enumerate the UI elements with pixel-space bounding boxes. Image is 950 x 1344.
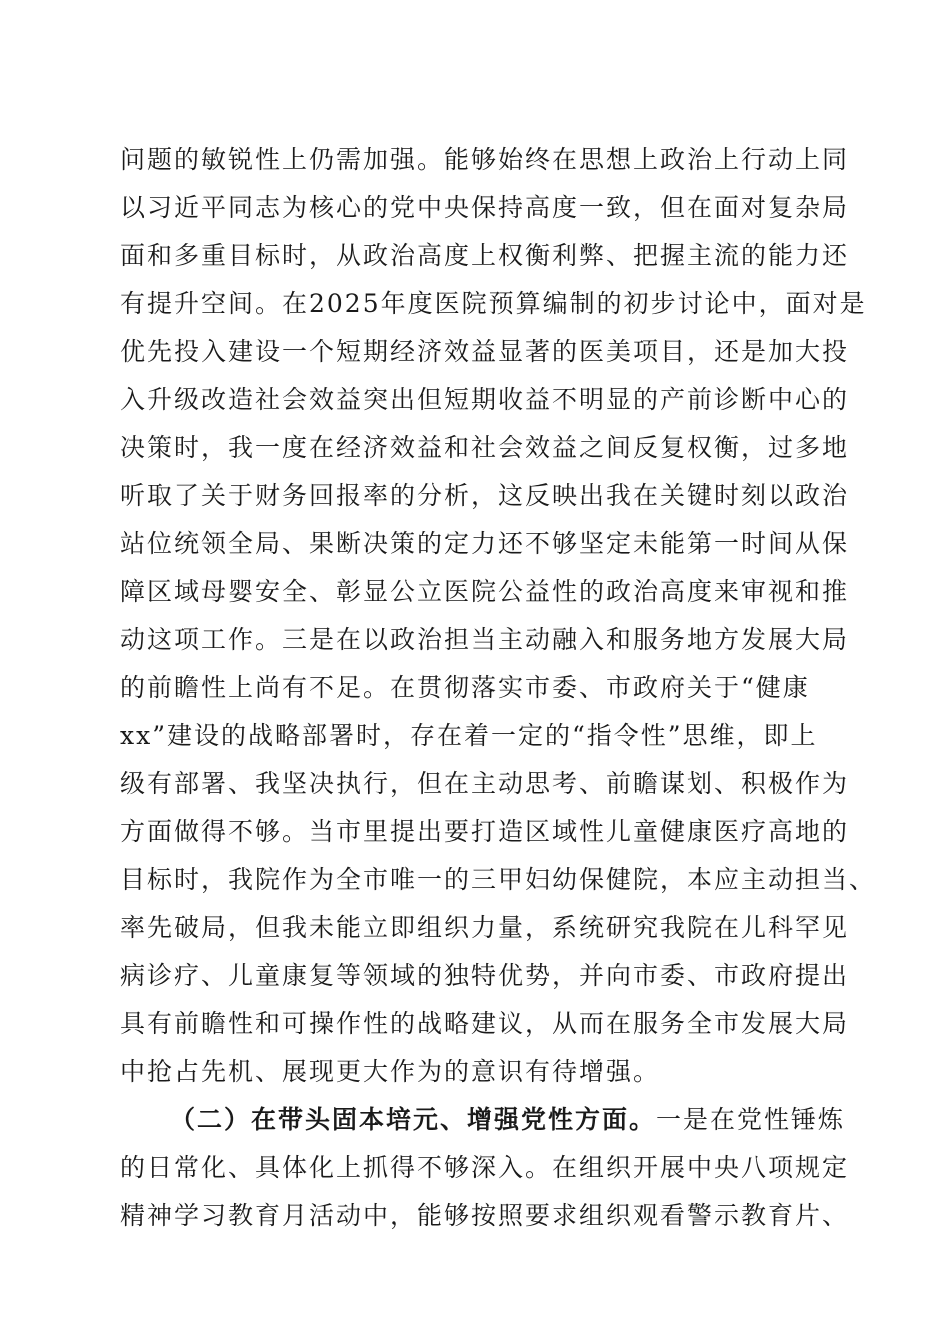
body-text-line: 决策时，我一度在经济效益和社会效益之间反复权衡，过多地 bbox=[120, 433, 850, 462]
body-text-line: 的日常化、具体化上抓得不够深入。在组织开展中央八项规定 bbox=[120, 1153, 850, 1182]
body-text-line: xx”建设的战略部署时，存在着一定的“指令性”思维，即上 bbox=[120, 721, 818, 750]
body-text-line: 精神学习教育月活动中，能够按照要求组织观看警示教育片、 bbox=[120, 1201, 850, 1230]
section-2-first-line-text: 一是在党性锤炼 bbox=[656, 1105, 846, 1134]
body-text-line: 率先破局，但我未能立即组织力量，系统研究我院在儿科罕见 bbox=[120, 913, 850, 942]
body-text-line: 优先投入建设一个短期经济效益显著的医美项目，还是加大投 bbox=[120, 337, 850, 366]
body-text-line: 目标时，我院作为全市唯一的三甲妇幼保健院，本应主动担当、 bbox=[120, 865, 877, 894]
body-text-line: 具有前瞻性和可操作性的战略建议，从而在服务全市发展大局 bbox=[120, 1009, 850, 1038]
body-text-line: 以习近平同志为核心的党中央保持高度一致，但在面对复杂局 bbox=[120, 193, 850, 222]
body-text-line: 站位统领全局、果断决策的定力还不够坚定未能第一时间从保 bbox=[120, 529, 850, 558]
body-text-line: 障区域母婴安全、彰显公立医院公益性的政治高度来审视和推 bbox=[120, 577, 850, 606]
body-text-line: 问题的敏锐性上仍需加强。能够始终在思想上政治上行动上同 bbox=[120, 145, 850, 174]
section-2-heading: （二）在带头固本培元、增强党性方面。 bbox=[170, 1105, 657, 1134]
body-text-line: 的前瞻性上尚有不足。在贯彻落实市委、市政府关于“健康 bbox=[120, 673, 810, 702]
body-text-line: 有提升空间。在2025年度医院预算编制的初步讨论中，面对是 bbox=[120, 289, 867, 318]
body-text-line: 病诊疗、儿童康复等领域的独特优势，并向市委、市政府提出 bbox=[120, 961, 850, 990]
body-text-line: 面和多重目标时，从政治高度上权衡利弊、把握主流的能力还 bbox=[120, 241, 850, 270]
body-text-line: 级有部署、我坚决执行，但在主动思考、前瞻谋划、积极作为 bbox=[120, 769, 850, 798]
body-text-line: 中抢占先机、展现更大作为的意识有待增强。 bbox=[120, 1057, 661, 1086]
body-text-line: 听取了关于财务回报率的分析，这反映出我在关键时刻以政治 bbox=[120, 481, 850, 510]
section-2-first-line bbox=[170, 1102, 846, 1138]
body-text-line: 方面做得不够。当市里提出要打造区域性儿童健康医疗高地的 bbox=[120, 817, 850, 846]
body-text-line: 入升级改造社会效益突出但短期收益不明显的产前诊断中心的 bbox=[120, 385, 850, 414]
body-text-line: 动这项工作。三是在以政治担当主动融入和服务地方发展大局 bbox=[120, 625, 850, 654]
